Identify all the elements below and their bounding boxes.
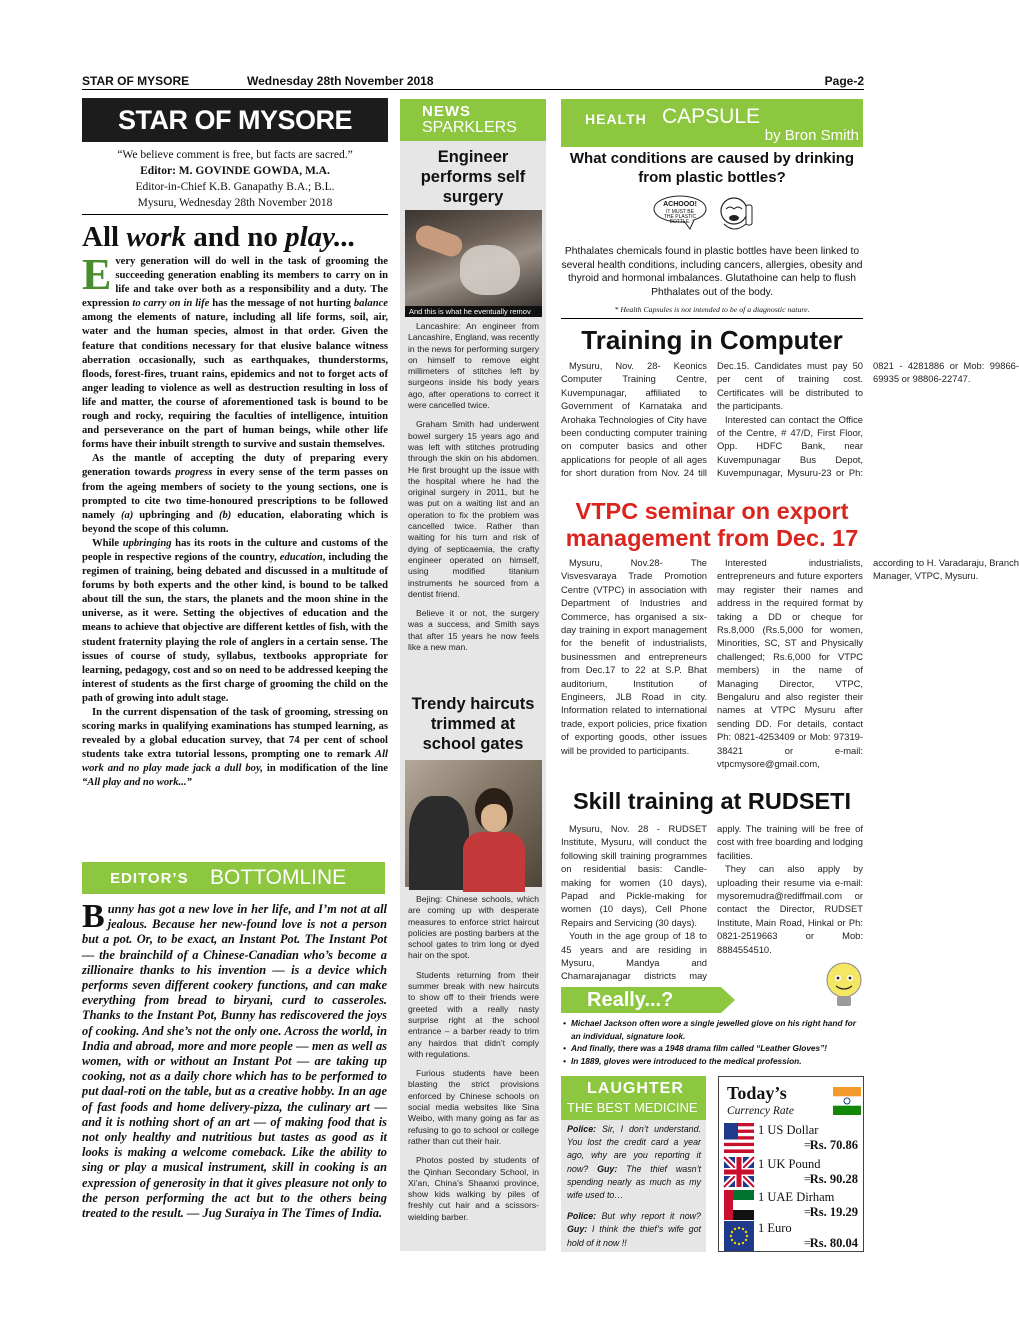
- text-run: balance: [353, 298, 388, 310]
- bottomline-credit: — Jug Suraiya in The Times of India.: [183, 1206, 383, 1221]
- editorial-paragraph: [82, 452, 388, 537]
- story-paragraph: Interested can contact the Office of the Centre, # 47/D, First Floor, Opp. HDFC Bank, near Kuvempunagar Bus Depot, Kuvempunagar, Mysuru-23 or Ph: 0821 - 4281886 or Mob: 99866-69935 or 98806-22747.: [717, 360, 1019, 479]
- story-body-surgery: [408, 321, 539, 661]
- eu-flag-icon: [724, 1221, 754, 1251]
- uae-flag-icon: [724, 1190, 754, 1220]
- text-run: upbringing and: [133, 509, 219, 521]
- bottomline-text: unny has got a new love in her life, and I’m not at all jealous. Because her new-found love is not a person but a pot. Or, to be exact, an Instant Pot. The Instant Pot — the brainchild of a Chinese-Canadian who’s become a zillionaire thanks to his invention — is a device which performs seven different cookery functions, and can make everything from bread to biryani, curd to casseroles. Thanks to the Instant Pot, Bunny has rediscovered the joys of cooking. And she’s not the only one. Across the world, in India and abroad, more and more people — men as well as women, with or without an Instant Pot — are taking up cooking, not as a daily chore which has to be performed to put daal-roti on the table, but as a creative hobby. In an age of fast foods and home delivery-pizza, the culinary art — and it is nothing short of an art — of making food that is not only healthy and nutritious but tastes as good as it looks is making a welcome comeback. Like the ability to sing or play a musical instrument, skill in cooking is an expression of generosity in that it gives pleasure not only to the person performing the act but to the others being treated to the result.: [82, 902, 387, 1221]
- page-header: [82, 74, 864, 90]
- speaker-label: Police:: [567, 1211, 597, 1222]
- story-paragraph: Youth in the age group of 18 to 45 years and are residing in Mysuru, Mandya and Chamarajanagar districts may apply. The training will be free of cost with free boarding and lodging facilities.: [561, 823, 863, 982]
- currency-equals: =: [804, 1236, 812, 1250]
- surgery-photo-caption: And this is what he eventually remov: [405, 306, 542, 317]
- masthead-logo: STAR OF MYSORE: [82, 98, 388, 142]
- joke-exchange: [567, 1123, 701, 1202]
- text-run: has the message of not hurting: [209, 298, 354, 310]
- speaker-label: Guy:: [567, 1224, 588, 1235]
- joke-exchange: [567, 1210, 701, 1250]
- really-banner: [561, 987, 863, 1013]
- cartoon-text: BOTTLE.: [669, 219, 691, 225]
- photo-student-face-shape: [481, 804, 507, 832]
- speaker-label: Guy:: [597, 1163, 618, 1174]
- story-paragraph: Mysuru, Nov.28- The Visvesvaraya Trade Promotion Centre (VTPC) in association with Department of Industries and Commerce, has organised a six-day training in export management for the benefit of industrialists, businessmen and entrepreneurs from Dec.17 to 22 at S.P. Bhat auditorium, Institution of Engineers, JLB Road in city. Information related to international trade, export policies, price fixation of exporting goods, other issues will be provided to participants.: [561, 557, 707, 756]
- currency-equals: =: [804, 1172, 812, 1186]
- health-capsule-byline: by Bron Smith: [764, 127, 859, 144]
- vtpc-body: [561, 556, 1019, 780]
- currency-value: Rs. 90.28: [809, 1172, 858, 1186]
- story-paragraph: Bejing: Chinese schools, which are coming up with desperate measures to enforce strict haircut policies are posting barbers at the school gates to trim long or dyed hair on the spot.: [408, 894, 539, 961]
- currency-name: 1 UK Pound: [758, 1157, 821, 1171]
- editorial-headline-part: All: [82, 221, 127, 253]
- really-list: [563, 1017, 865, 1067]
- health-capsule-note: * Health Capsules is not intended to be of a diagnostic nature.: [614, 305, 810, 314]
- bottomline-label-a: EDITOR’S: [110, 870, 189, 887]
- list-item: • Michael Jackson often wore a single jewelled glove on his right hand for an individual, signature look.: [563, 1017, 865, 1042]
- masthead-dateline: Mysuru, Wednesday 28th November 2018: [137, 197, 333, 209]
- currency-value: Rs. 80.04: [809, 1236, 858, 1250]
- text-run: in every sense of the term passes on from the ageing members of society to the young sections, one is prompted to cite two time-honoured prescriptions to be followed namely: [82, 467, 388, 521]
- story-paragraph: Lancashire: An engineer from Lancashire, England, was recently in the news for performing surgery on himself to remove eight millimeters of stitches left by surgeons inside his body years ago, after operations to correct it were cancelled twice.: [408, 321, 539, 411]
- header-page-number: Page-2: [824, 74, 864, 88]
- editorial-headline-part: and no: [185, 221, 286, 253]
- header-publication: STAR OF MYSORE: [82, 74, 190, 88]
- story-paragraph: Furious students have been blasting the strict provisions enforced by Chinese schools on social media websites like Sina Weibo, with many going as far as refusing to go to school or college rather than cut their hair.: [408, 1068, 539, 1146]
- currency-row-usd: [724, 1123, 860, 1155]
- health-capsule-divider: [561, 318, 863, 319]
- story-paragraph: Photos posted by students of the Qinhan Secondary School, in Xi’an, China’s Shaanxi province, show kids walking by piles of freshly cut hair and a scissors-wielding barber.: [408, 1155, 539, 1222]
- editorial-headline-part: work: [126, 221, 186, 253]
- really-label: Really...?: [587, 989, 674, 1011]
- text-run: , including the regimen of training, being debated and discussed in a multitude of forums by both experts and the other kind, is bound to be talked about till the sun, the stars, the planets and the moon shine in the universe, as it were. Setting the objectives of education and the means to achieve that objective are different kettles of fish, with the student fraternity playing the role of anglers in a certain sense. The issues of course of study, syllabus, textbooks appropriate for learning, pedagogy, cost and so on need to be addressed keeping the interest of students as the first charge of grooming the child on the path of growing into adult stage.: [82, 551, 388, 704]
- bottomline-drop-cap: B: [82, 898, 105, 935]
- currency-row-eur: [724, 1221, 860, 1253]
- editorial-body: [82, 250, 389, 791]
- bottomline-banner: [82, 862, 385, 894]
- health-capsule-label-a: HEALTH: [585, 111, 647, 127]
- editorial-paragraph: [82, 706, 388, 791]
- sneeze-cartoon-icon: [650, 191, 760, 241]
- masthead-editor-in-chief: Editor-in-Chief K.B. Ganapathy B.A.; B.L.: [135, 181, 335, 193]
- speaker-text: But why report it now?: [596, 1211, 701, 1222]
- text-run: “All play and no work...”: [82, 777, 192, 789]
- skill-headline: Skill training at RUDSETI: [572, 788, 852, 814]
- cartoon-text: ACHOOO!: [663, 201, 697, 208]
- skill-body: [561, 822, 863, 984]
- bottomline-body: [82, 898, 387, 1221]
- editorial-paragraph: [82, 537, 388, 706]
- currency-row-gbp: [724, 1157, 860, 1189]
- header-date: Wednesday 28th November 2018: [247, 74, 434, 88]
- story-paragraph: Mysuru, Nov. 28 - RUDSET Institute, Mysuru, will conduct the following skill training programmes on residential basis: Candle-making for women (10 days), Papad and Pickle-making for women (10 days), Cell Phone Repairs and Servicing (30 days).: [561, 823, 707, 928]
- news-sparklers-banner: [400, 99, 546, 141]
- text-run: education, elaborating which is beyond the scope of this column.: [82, 509, 389, 535]
- photo-student-body-shape: [463, 832, 525, 892]
- text-run: has its roots in the culture and customs of the people in respective regions of the country,: [82, 537, 388, 563]
- editorial-headline: [82, 220, 388, 254]
- health-capsule-body: Phthalates chemicals found in plastic bottles have been linked to several health conditions, including cancers, allergies, obesity and thyroid and hormonal imbalances. Glutathoine can help to flush Phthalates out of the body.: [561, 246, 863, 298]
- news-sparklers-label-a: NEWS: [422, 103, 471, 120]
- surgery-photo: [405, 210, 542, 317]
- training-headline: Training in Computer: [581, 325, 843, 355]
- currency-equals: =: [804, 1205, 812, 1219]
- list-item: • And finally, there was a 1948 drama film called “Leather Gloves”!: [563, 1042, 865, 1055]
- currency-name: 1 Euro: [758, 1221, 792, 1235]
- story-paragraph: Students returning from their summer break with new haircuts to show off to their friends were greeted with a really nasty surprise right at the school entrance – a barber ready to trim any hairdos that didn’t comply with regulations.: [408, 969, 539, 1059]
- text-run: education: [279, 551, 323, 563]
- speaker-text: The thief wasn’t spending nearly as much as my wife used to…: [567, 1163, 702, 1201]
- text-run: very generation will do well in the task of grooming the succeeding generation enabling its members to carry on in life and take over both as a responsibility and a duty. The expression: [82, 256, 388, 310]
- health-capsule-question: What conditions are caused by drinking from plastic bottles?: [569, 150, 855, 186]
- masthead-divider: [82, 214, 388, 215]
- editorial-headline-part: play...: [285, 221, 356, 253]
- currency-name: 1 US Dollar: [758, 1123, 819, 1137]
- currency-value: Rs. 19.29: [809, 1205, 858, 1219]
- text-run: in modification of the line: [262, 763, 388, 775]
- haircut-photo: [405, 760, 542, 887]
- story-paragraph: Mysuru, Nov. 28- Keonics Computer Training Centre, Kuvempunagar, affiliated to Government of Karnataka and Arohaka Technologies of City have been conducting computer training on computer basics and other applications for people of all ages for short duration from Nov. 24 till Dec.15. Candidates must pay 50 per cent of training cost. Certificates will be distributed to the participants.: [561, 360, 863, 479]
- text-run: As the mantle of accepting the duty of preparing every generation towards: [82, 453, 388, 479]
- masthead-motto: “We believe comment is free, but facts are sacred.”: [117, 149, 353, 161]
- story-body-haircuts: [408, 894, 539, 1231]
- lightbulb-icon: [820, 960, 868, 1012]
- story-paragraph: They can also apply by uploading their resume via e-mail: mysoremudra@rediffmail.com or contact the Director, RUDSET Institute, Main Road, Hinkal or Ph: 0821-2519663 or Mob: 8884554510.: [717, 863, 863, 955]
- speaker-text: Sir, I don’t understand. You lost the credit card a year ago, why are you reporting it now?: [567, 1124, 701, 1174]
- masthead-editor: Editor: M. GOVINDE GOWDA, M.A.: [140, 165, 330, 177]
- laughter-banner: [561, 1076, 706, 1120]
- us-flag-icon: [724, 1123, 754, 1153]
- photo-stitches-shape: [460, 245, 520, 295]
- laughter-body: [567, 1123, 701, 1258]
- editorial-drop-cap: E: [82, 250, 112, 299]
- text-run: upbringing: [122, 537, 172, 549]
- cartoon-text: IT MUST BE: [666, 209, 694, 215]
- text-run: While: [92, 537, 123, 549]
- bottomline-label-b: BOTTOMLINE: [210, 866, 347, 889]
- currency-name: 1 UAE Dirham: [758, 1190, 835, 1204]
- news-sparklers-label-b: SPARKLERS: [422, 119, 517, 136]
- story-paragraph: Interested industrialists, entrepreneurs and future exporters may register their names and address in the required format by taking a DD or cheque for Rs.8,000 (Rs.5,000 for women, Minorities, SC, ST and Physically challenged; Rs.6,000 for VTPC members) in the name of Managing Director, VTPC, Bengaluru and also register their names at VTPC Mysuru after sending DD. For details, contact Ph: 0821-4253409 or Mob: 97319-38421 or e-mail: vtpcmysore@gmail.com, according to H. Varadaraju, Branch Manager, VTPC, Mysuru.: [717, 557, 1019, 770]
- photo-barber-shape: [409, 796, 469, 890]
- laughter-label-a: LAUGHTER: [587, 1080, 684, 1097]
- text-run: to carry on in life: [132, 298, 210, 310]
- speaker-label: Police:: [567, 1124, 597, 1134]
- currency-equals: =: [804, 1138, 812, 1152]
- text-run: (a): [120, 509, 134, 521]
- health-capsule-label-b: CAPSULE: [662, 105, 761, 128]
- health-capsule-banner: [561, 99, 863, 147]
- speaker-text: I think the thief’s wife got hold of it now !!: [567, 1224, 701, 1248]
- currency-row-aed: [724, 1190, 860, 1222]
- photo-finger-shape: [413, 222, 466, 259]
- india-flag-icon: [833, 1087, 861, 1115]
- currency-box: [718, 1076, 864, 1252]
- currency-subtitle: Currency Rate: [727, 1105, 794, 1117]
- masthead-info: [82, 147, 388, 211]
- story-paragraph: Believe it or not, the surgery was a success, and Smith says that after 15 years he now feels like a new man.: [408, 608, 539, 653]
- training-body: [561, 359, 1019, 493]
- text-run: All work and no play made jack a dull boy,: [82, 749, 388, 775]
- laughter-label-b: THE BEST MEDICINE: [567, 1100, 698, 1115]
- story-headline-surgery: Engineer performs self surgery: [420, 148, 526, 206]
- text-run: (b): [218, 509, 232, 521]
- currency-value: Rs. 70.86: [809, 1138, 858, 1152]
- story-headline-haircuts: Trendy haircuts trimmed at school gates: [411, 695, 535, 753]
- text-run: In the current dispensation of the task of grooming, stressing on scoring marks in qualifying examinations has stumped learning, as revealed by a global education survey, that 74 per cent of school students take extra tutorial lessons, prompting one to remark: [82, 707, 388, 761]
- currency-title: Today’s: [727, 1083, 787, 1103]
- text-run: progress: [175, 467, 213, 479]
- story-paragraph: Graham Smith had underwent bowel surgery 15 years ago and was left with stitches protruding through the skin on his abdomen. He first brought up the issue with the hospital where he had the original surgery in 2011, but he was put on a waiting list and an operation to fix the problem was cancelled twice. Rather than waiting for his turn and risk of dying of septicaemia, the crafty engineer operated on himself, using modified titanium instruments he sourced from a dentist friend.: [408, 419, 539, 599]
- editorial-paragraph: [82, 250, 388, 452]
- text-run: among the elements of nature, including all life forms, soil, air, water and the human species, almost in that order. Given the feature that conditions necessary for that elusive balance witness aberration occasionally, such as earthquakes, thunderstorms, floods, forest-fires, truant rains, epidemics and not to forget acts of anger leading to violence as well as destruction resulting in loss of life and matter, the course of aforementioned task is bound to be rough and rocky, requiring the faculties of intelligence, intuition and perseverance on the part of human beings, while other life forms have their inbuilt strength to survive and sustain themselves.: [82, 312, 388, 451]
- uk-flag-icon: [724, 1157, 754, 1187]
- cartoon-text: THE PLASTIC: [663, 214, 697, 220]
- list-item: • In 1889, gloves were introduced to the medical profession.: [563, 1055, 865, 1068]
- vtpc-headline: VTPC seminar on export management from Dec. 17: [565, 498, 859, 551]
